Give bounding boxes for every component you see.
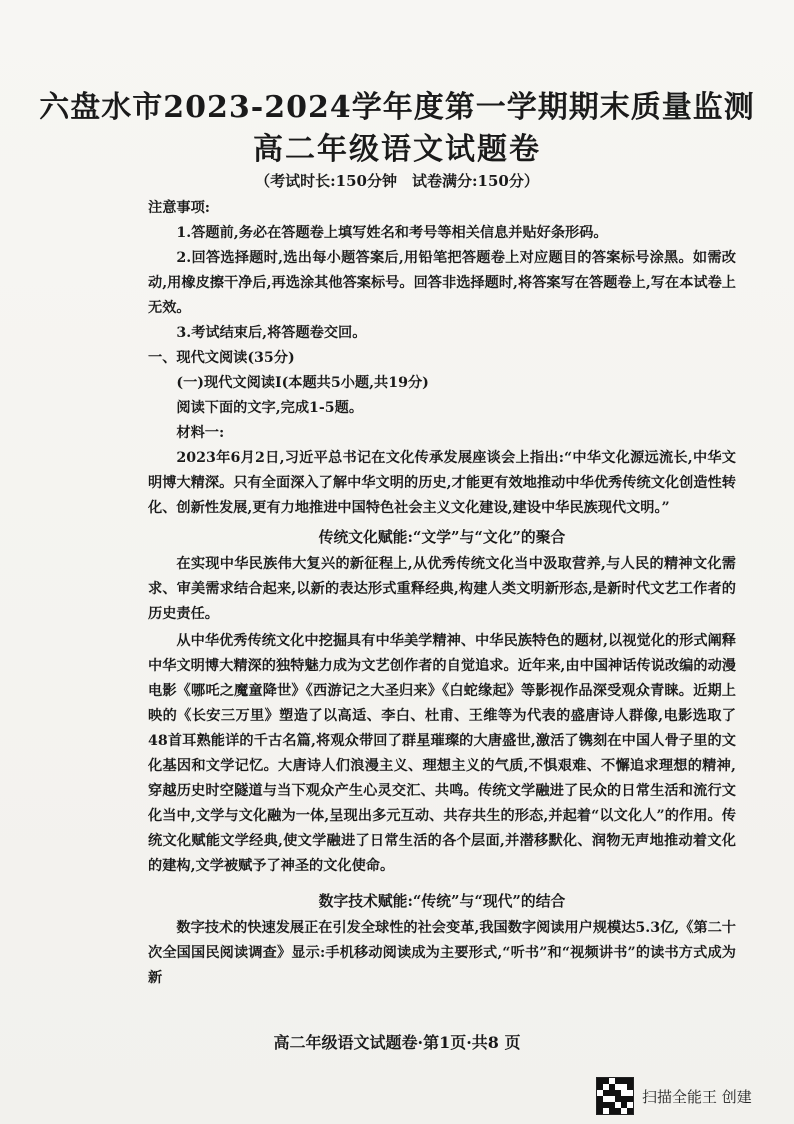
body-paragraph: 数字技术的快速发展正在引发全球性的社会变革,我国数字阅读用户规模达5.3亿,《第二十次全国国民阅读调查》显示:手机移动阅读成为主要形式,“听书”和“视频讲书”的读书方式成为新 — [148, 920, 736, 986]
notice-item: 3.考试结束后,将答题卷交回。 — [176, 325, 367, 341]
qr-code-icon — [596, 1077, 634, 1115]
exam-title: 六盘水市2023-2024学年度第一学期期末质量监测 — [39, 90, 755, 125]
exam-subject-title: 高二年级语文试题卷 — [253, 132, 541, 167]
exam-duration-score: （考试时长:150分钟 试卷满分:150分） — [255, 172, 539, 190]
page-footer: 高二年级语文试题卷·第1页·共8 页 — [273, 1033, 521, 1052]
notice-item: 1.答题前,务必在答题卷上填写姓名和考号等相关信息并贴好条形码。 — [176, 225, 608, 241]
scanner-label: 扫描全能王 创建 — [642, 1087, 752, 1106]
notice-heading: 注意事项: — [148, 200, 210, 216]
section-instruction: 阅读下面的文字,完成1-5题。 — [176, 400, 364, 416]
article-subheading: 传统文化赋能:“文学”与“文化”的聚合 — [318, 529, 566, 546]
section-heading: 一、现代文阅读(35分) — [148, 350, 295, 366]
scanner-watermark — [596, 1076, 752, 1116]
material-label: 材料一: — [176, 425, 225, 441]
body-paragraph: 2023年6月2日,习近平总书记在文化传承发展座谈会上指出:“中华文化源远流长,中华文明博大精深。只有全面深入了解中华文明的历史,才能更有效地推动中华优秀传统文化创造性转化、创新性发展,更有力地推进中国特色社会主义文化建设,建设中华民族现代文明。” — [148, 450, 736, 516]
exam-body — [148, 196, 736, 991]
body-paragraph: 从中华优秀传统文化中挖掘具有中华美学精神、中华民族特色的题材,以视觉化的形式阐释中华文明博大精深的独特魅力成为文艺创作者的自觉追求。近年来,由中国神话传说改编的动漫电影《哪吒之魔童降世》《西游记之大圣归来》《白蛇缘起》等影视作品深受观众青睐。近期上映的《长安三万里》塑造了以高适、李白、杜甫、王维等为代表的盛唐诗人群像,电影选取了48首耳熟能详的千古名篇,将观众带回了群星璀璨的大唐盛世,激活了镌刻在中国人骨子里的文化基因和文学记忆。大唐诗人们浪漫主义、理想主义的气质,不惧艰难、不懈追求理想的精神,穿越历史时空隧道与当下观众产生心灵交汇、共鸣。传统文学融进了民众的日常生活和流行文化当中,文学与文化融为一体,呈现出多元互动、共存共生的形态,并起着“以文化人”的作用。传统文化赋能文学经典,使文学融进了日常生活的各个层面,并潜移默化、润物无声地推动着文化的建构,文学被赋予了神圣的文化使命。 — [148, 633, 736, 874]
section-subheading: (一)现代文阅读Ⅰ(本题共5小题,共19分) — [176, 375, 429, 391]
body-paragraph: 在实现中华民族伟大复兴的新征程上,从优秀传统文化当中汲取营养,与人民的精神文化需求、审美需求结合起来,以新的表达形式重释经典,构建人类文明新形态,是新时代文艺工作者的历史责任。 — [148, 556, 736, 622]
article-subheading: 数字技术赋能:“传统”与“现代”的结合 — [318, 893, 566, 910]
notice-item: 2.回答选择题时,选出每小题答案后,用铅笔把答题卷上对应题目的答案标号涂黑。如需改动,用橡皮擦干净后,再选涂其他答案标号。回答非选择题时,将答案写在答题卷上,写在本试卷上无效。 — [148, 250, 736, 316]
